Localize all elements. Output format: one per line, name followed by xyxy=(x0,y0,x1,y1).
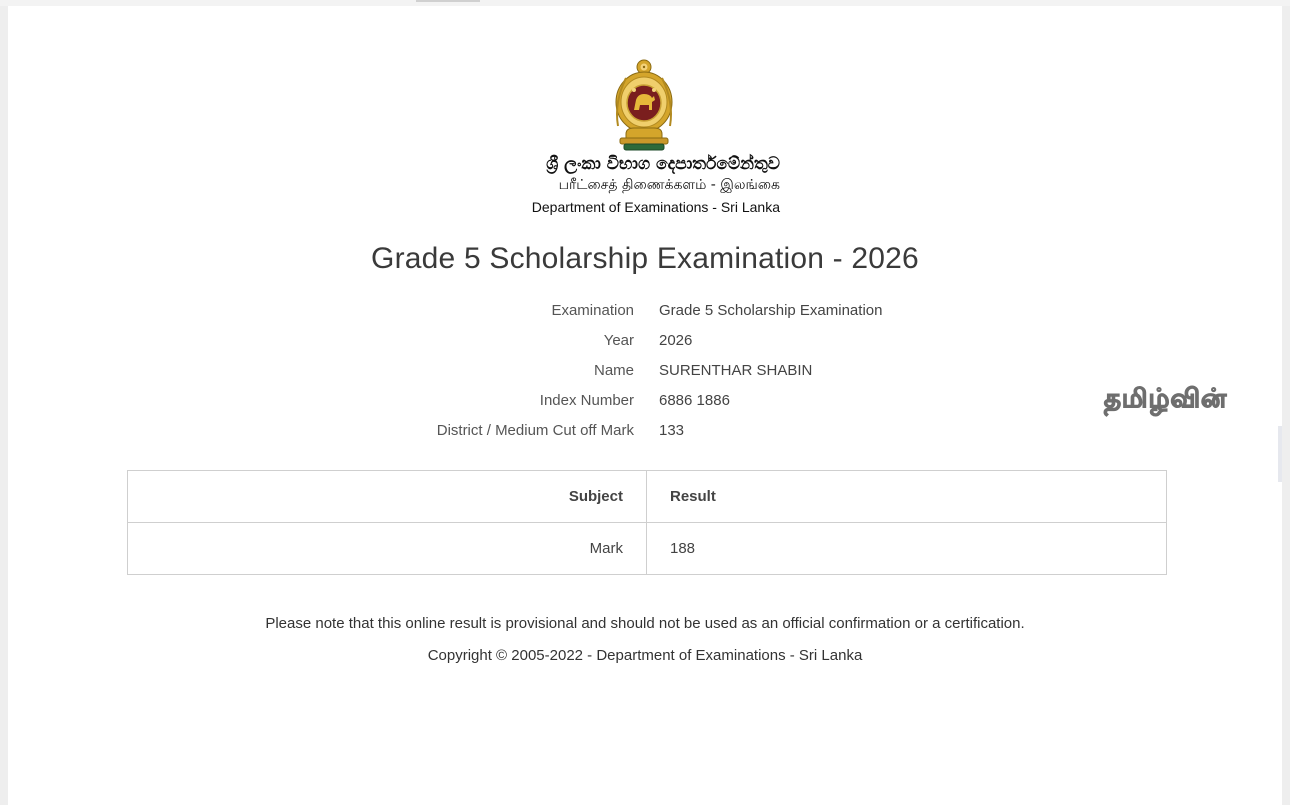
detail-row-cutoff-mark xyxy=(8,422,1282,452)
detail-row-name xyxy=(8,362,1282,392)
result-table xyxy=(127,470,1167,575)
disclaimer-text: Please note that this online result is provisional and should not be used as an official confirmation or a certification. xyxy=(265,615,1025,632)
department-name-english: Department of Examinations - Sri Lanka xyxy=(531,199,780,215)
detail-value: 133 xyxy=(659,422,685,439)
detail-value: 2026 xyxy=(659,332,693,349)
watermark-logo: தமிழ்வின் xyxy=(1104,384,1228,414)
table-header-row xyxy=(128,471,1167,523)
copyright-text: Copyright © 2005-2022 - Department of Examinations - Sri Lanka xyxy=(427,647,863,664)
detail-row-examination xyxy=(8,302,1282,332)
detail-value: Grade 5 Scholarship Examination xyxy=(659,302,883,319)
candidate-details xyxy=(8,302,1282,452)
top-bar-marker xyxy=(416,0,480,2)
detail-label: Name xyxy=(593,362,634,379)
detail-label: District / Medium Cut off Mark xyxy=(436,422,634,439)
detail-row-year xyxy=(8,332,1282,362)
department-header xyxy=(8,6,1282,246)
department-name-sinhala: ශ්‍රී ලංකා විභාග දෙපාර්තමේන්තුව xyxy=(546,154,780,174)
column-header-subject: Subject xyxy=(128,471,647,523)
column-header-result: Result xyxy=(647,471,1167,523)
table-cell-subject: Mark xyxy=(128,523,647,575)
table-cell-result: 188 xyxy=(647,523,1167,575)
page-title: Grade 5 Scholarship Examination - 2026 xyxy=(371,242,919,275)
detail-value: 6886 1886 xyxy=(659,392,730,409)
result-page xyxy=(8,6,1282,805)
detail-label: Year xyxy=(603,332,634,349)
sri-lanka-emblem-icon xyxy=(612,58,676,154)
detail-label: Examination xyxy=(551,302,634,319)
department-name-tamil: பரீட்சைத் திணைக்களம் - இலங்கை xyxy=(558,177,780,193)
detail-value: SURENTHAR SHABIN xyxy=(659,362,813,379)
detail-row-index-number xyxy=(8,392,1282,422)
table-row xyxy=(128,523,1167,575)
detail-label: Index Number xyxy=(539,392,634,409)
